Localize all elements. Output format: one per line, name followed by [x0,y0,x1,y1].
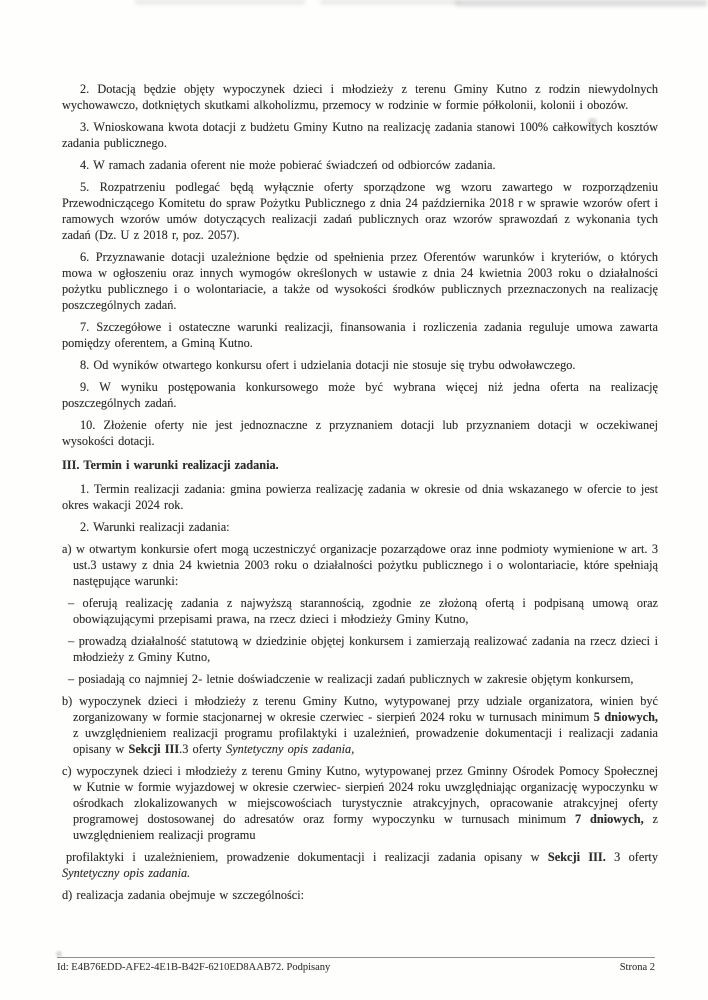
condition-c-continuation: profilaktyki i uzależnieniem, prowadzenie dokumentacji i realizacji zadania opisany w Sekcji III. 3 oferty Syntetyczny opis zadania. [62,850,658,880]
paragraph-7: 7. Szczegółowe i ostateczne warunki realizacji, finansowania i rozliczenia zadania reguluje umowa zawarta pomiędzy oferentem, a Gminą Kutno. [62,320,658,350]
document-body [62,81,658,909]
paragraph-8: 8. Od wyników otwartego konkursu ofert i udzielania dotacji nie stosuje się trybu odwoławczego. [80,358,576,372]
paragraph-10: 10. Złożenie oferty nie jest jednoznaczne z przyznaniem dotacji lub przyznaniem dotacji w oczekiwanej wysokości dotacji. [62,418,658,448]
condition-a: a) w otwartym konkursie ofert mogą uczestniczyć organizacje pozarządowe oraz inne podmioty wymienione w art. 3 ust.3 ustawy z dnia 24 kwietnia 2003 roku o działalności pożytku publicznego i o wolontariacie, które spełniają następujące warunki: [62,542,658,588]
scan-artifact [320,0,460,4]
dash-item-2: – prowadzą działalność statutową w dziedzinie objętej konkursem i zamierzają realizować zadania na rzecz dzieci i młodzieży z Gminy Kutno, [68,634,658,664]
condition-b: b) wypoczynek dzieci i młodzieży z terenu Gminy Kutno, wytypowanej przy udziale organizatora, winien być zorganizowany w formie stacjonarnej w okresie czerwiec - sierpień 2024 roku w turnusach minimum 5 dniowych, z uwzględnieniem realizacji programu profilaktyki i uzależnień, prowadzenie dokumentacji i realizacji zadania opisany w Sekcji III.3 oferty Syntetyczny opis zadania, [62,694,658,756]
paragraph-4: 4. W ramach zadania oferent nie może pobierać świadczeń od odbiorców zadania. [80,158,496,172]
section-iii-heading: III. Termin i warunki realizacji zadania. [62,458,279,472]
document-id: Id: E4B76EDD-AFE2-4E1B-B42F-6210ED8AAB72. Podpisany [57,962,331,973]
condition-d: d) realizacja zadania obejmuje w szczególności: [62,888,305,902]
paragraph-2: 2. Dotacją będzie objęty wypoczynek dzieci i młodzieży z terenu Gminy Kutno z rodzin niewydolnych wychowawczo, dotkniętych skutkami alkoholizmu, przemocy w rodzinie w formie półkolonii, kolonii i obozów. [62,82,658,112]
paragraph-3: 3. Wnioskowana kwota dotacji z budżetu Gminy Kutno na realizację zadania stanowi 100% całkowitych kosztów zadania publicznego. [62,120,658,150]
paragraph-5: 5. Rozpatrzeniu podlegać będą wyłącznie oferty sporządzone wg wzoru zawartego w rozporządzeniu Przewodniczącego Komitetu do spraw Pożytku Publicznego z dnia 24 października 2018 r w sprawie wzorów ofert i ramowych wzorów umów dotyczących realizacji zadań publicznych oraz wzorów sprawozdań z wykonania tych zadań (Dz. U z 2018 r, poz. 2057). [62,180,658,242]
section-iii-item-2: 2. Warunki realizacji zadania: [80,520,230,534]
scan-artifact [135,0,305,4]
section-iii-item-1: 1. Termin realizacji zadania: gmina powierza realizację zadania w okresie od dnia wskazanego w ofercie to jest okres wakacji 2024 rok. [62,482,658,512]
scan-artifact [455,0,708,6]
condition-c: c) wypoczynek dzieci i młodzieży z terenu Gminy Kutno, wytypowanej przez Gminny Ośrodek Pomocy Społecznej w Kutnie w formie wyjazdowej w okresie czerwiec- sierpień 2024 roku uwzględniając organizację wypoczynku w ośrodkach zlokalizowanych w miejscowościach turystycznie atrakcyjnych, opracowanie atrakcyjnej oferty programowej dostosowanej do adresatów oraz formy wypoczynku w turnusach minimum 7 dniowych, z uwzględnieniem realizacji programu [62,764,658,842]
dash-item-3: – posiadają co najmniej 2- letnie doświadczenie w realizacji zadań publicznych w zakresie objętym konkursem, [68,672,634,686]
page-number: Strona 2 [619,962,655,973]
paragraph-9: 9. W wyniku postępowania konkursowego może być wybrana więcej niż jedna oferta na realizację poszczególnych zadań. [62,380,658,410]
paragraph-6: 6. Przyznawanie dotacji uzależnione będzie od spełnienia przez Oferentów warunków i kryteriów, o których mowa w ogłoszeniu oraz innych wymogów określonych w ustawie z dnia 24 kwietnia 2003 roku o działalności pożytku publicznego i o wolontariacie, a także od wysokości środków publicznych przeznaczonych na realizację poszczególnych zadań. [62,250,658,312]
page-footer [57,957,655,973]
dash-item-1: – oferują realizację zadania z najwyższą starannością, zgodnie ze złożoną ofertą i podpisaną umową oraz obowiązującymi przepisami prawa, na rzecz dzieci i młodzieży Gminy Kutno, [68,596,658,626]
